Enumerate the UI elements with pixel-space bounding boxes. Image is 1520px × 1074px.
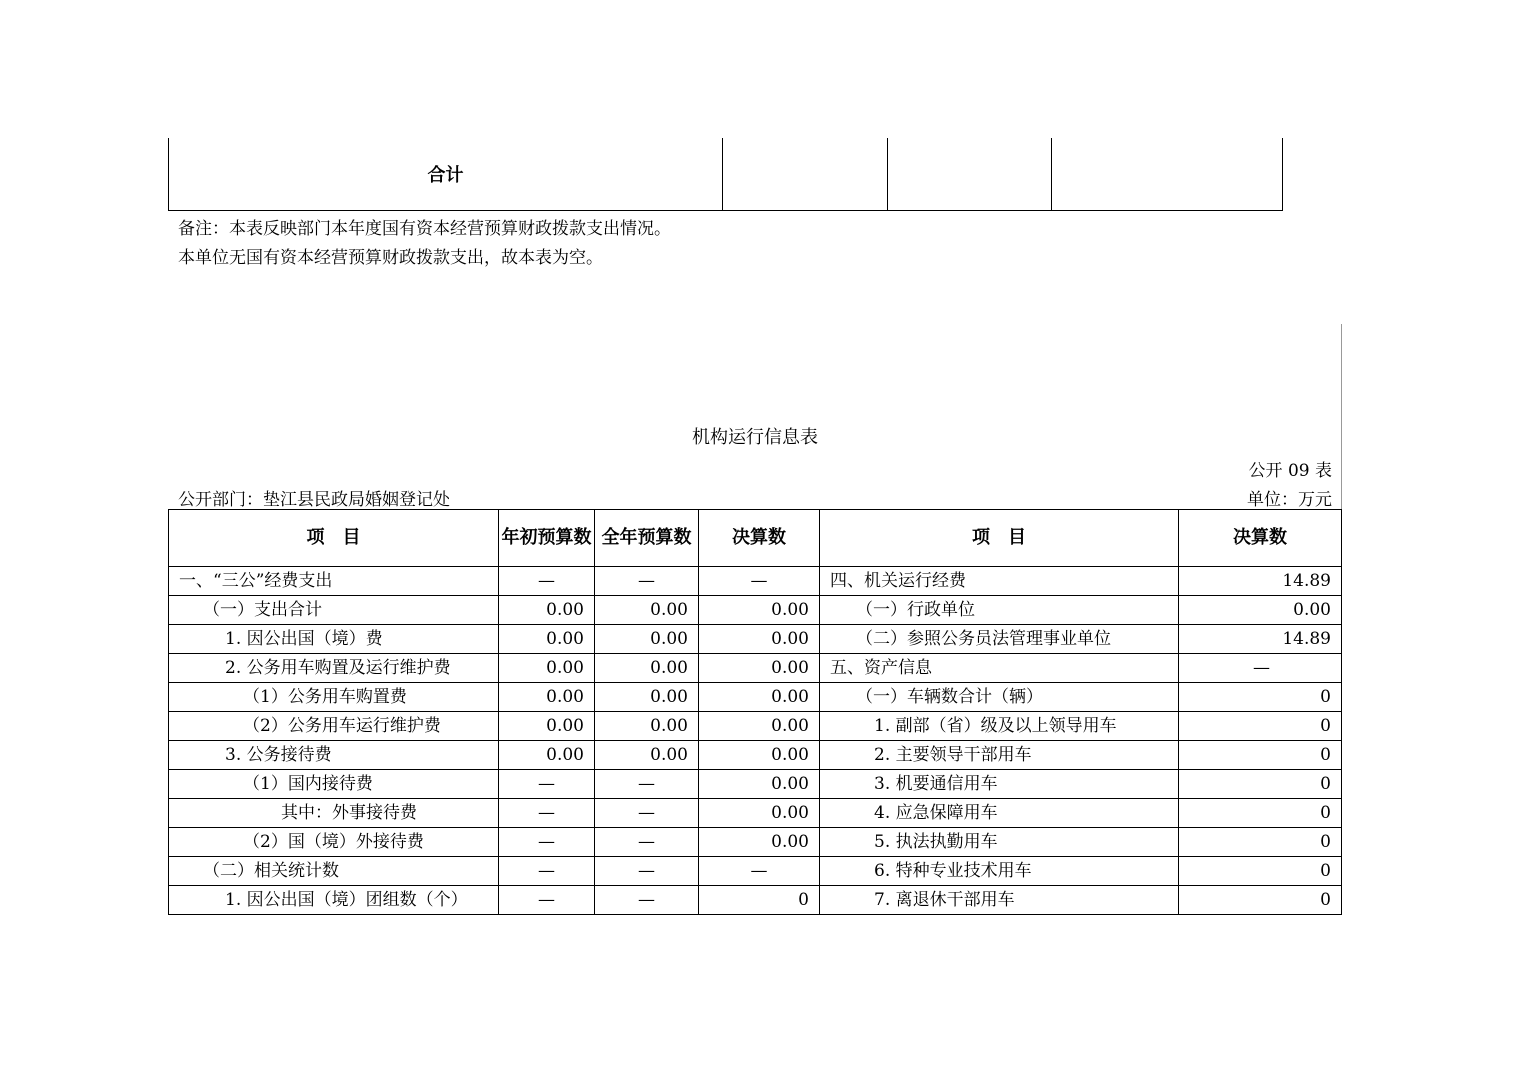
previous-table-fragment <box>168 138 1283 211</box>
item-name: （2）国（境）外接待费 <box>169 828 499 857</box>
table-row <box>169 857 1342 886</box>
budget-full-value: — <box>595 770 699 799</box>
final-value-2: 0 <box>1179 712 1342 741</box>
final-value: 0 <box>699 886 820 915</box>
item-name-2: 3. 机要通信用车 <box>820 770 1179 799</box>
budget-start-value: 0.00 <box>499 596 595 625</box>
item-name-2: 7. 离退休干部用车 <box>820 886 1179 915</box>
final-value-2: 0 <box>1179 828 1342 857</box>
note-line-1: 备注：本表反映部门本年度国有资本经营预算财政拨款支出情况。 <box>178 219 671 239</box>
budget-start-value: — <box>499 828 595 857</box>
item-name-2: 五、资产信息 <box>820 654 1179 683</box>
table-title: 机构运行信息表 <box>692 427 818 448</box>
budget-full-value: — <box>595 567 699 596</box>
final-value-2: 0 <box>1179 683 1342 712</box>
final-value: 0.00 <box>699 741 820 770</box>
header-budget-full: 全年预算数 <box>595 510 699 567</box>
table-row <box>169 596 1342 625</box>
item-name-2: 4. 应急保障用车 <box>820 799 1179 828</box>
final-value: 0.00 <box>699 683 820 712</box>
budget-start-value: — <box>499 567 595 596</box>
budget-start-value: 0.00 <box>499 625 595 654</box>
budget-start-value: 0.00 <box>499 712 595 741</box>
table-row <box>169 886 1342 915</box>
final-value-2: 0.00 <box>1179 596 1342 625</box>
budget-full-value: 0.00 <box>595 741 699 770</box>
table-number: 公开 09 表 <box>1248 461 1332 481</box>
item-name: 1. 因公出国（境）团组数（个） <box>169 886 499 915</box>
budget-full-value: 0.00 <box>595 625 699 654</box>
final-value: 0.00 <box>699 770 820 799</box>
final-value: 0.00 <box>699 654 820 683</box>
table-row <box>169 770 1342 799</box>
final-value: — <box>699 857 820 886</box>
header-item-2: 项 目 <box>820 510 1179 567</box>
final-value-2: 0 <box>1179 741 1342 770</box>
table-row <box>169 654 1342 683</box>
budget-full-value: — <box>595 886 699 915</box>
item-name: 其中：外事接待费 <box>169 799 499 828</box>
item-name: （一）支出合计 <box>169 596 499 625</box>
budget-start-value: — <box>499 799 595 828</box>
operation-info-table <box>168 509 1342 915</box>
final-value-2: — <box>1179 654 1342 683</box>
final-value: 0.00 <box>699 828 820 857</box>
final-value-2: 14.89 <box>1179 625 1342 654</box>
final-value-2: 14.89 <box>1179 567 1342 596</box>
final-value-2: 0 <box>1179 770 1342 799</box>
final-value: 0.00 <box>699 799 820 828</box>
header-final-2: 决算数 <box>1179 510 1342 567</box>
total-label: 合计 <box>169 138 723 211</box>
final-value: 0.00 <box>699 596 820 625</box>
header-item: 项 目 <box>169 510 499 567</box>
item-name: 2. 公务用车购置及运行维护费 <box>169 654 499 683</box>
note-line-2: 本单位无国有资本经营预算财政拨款支出，故本表为空。 <box>178 248 603 268</box>
unit-label: 单位：万元 <box>1247 490 1332 510</box>
final-value-2: 0 <box>1179 799 1342 828</box>
budget-start-value: — <box>499 770 595 799</box>
item-name: （1）国内接待费 <box>169 770 499 799</box>
department-label: 公开部门：垫江县民政局婚姻登记处 <box>178 490 450 510</box>
total-cell <box>888 138 1052 211</box>
item-name-2: （一）车辆数合计（辆） <box>820 683 1179 712</box>
item-name-2: 四、机关运行经费 <box>820 567 1179 596</box>
final-value: 0.00 <box>699 712 820 741</box>
item-name: （2）公务用车运行维护费 <box>169 712 499 741</box>
total-row <box>169 138 1283 211</box>
budget-full-value: — <box>595 857 699 886</box>
table-row <box>169 799 1342 828</box>
page-divider <box>1341 324 1342 510</box>
table-row <box>169 625 1342 654</box>
final-value-2: 0 <box>1179 857 1342 886</box>
total-cell <box>723 138 888 211</box>
budget-start-value: — <box>499 886 595 915</box>
budget-full-value: 0.00 <box>595 596 699 625</box>
budget-full-value: 0.00 <box>595 683 699 712</box>
table-row <box>169 741 1342 770</box>
item-name: 1. 因公出国（境）费 <box>169 625 499 654</box>
table-row <box>169 712 1342 741</box>
budget-start-value: 0.00 <box>499 683 595 712</box>
budget-full-value: — <box>595 799 699 828</box>
budget-full-value: — <box>595 828 699 857</box>
item-name: （1）公务用车购置费 <box>169 683 499 712</box>
item-name-2: 6. 特种专业技术用车 <box>820 857 1179 886</box>
table-row <box>169 828 1342 857</box>
budget-full-value: 0.00 <box>595 654 699 683</box>
item-name-2: （二）参照公务员法管理事业单位 <box>820 625 1179 654</box>
item-name-2: 2. 主要领导干部用车 <box>820 741 1179 770</box>
header-final: 决算数 <box>699 510 820 567</box>
final-value: 0.00 <box>699 625 820 654</box>
item-name: 一、“三公”经费支出 <box>169 567 499 596</box>
item-name-2: 1. 副部（省）级及以上领导用车 <box>820 712 1179 741</box>
budget-full-value: 0.00 <box>595 712 699 741</box>
table-row <box>169 683 1342 712</box>
final-value-2: 0 <box>1179 886 1342 915</box>
header-row <box>169 510 1342 567</box>
budget-start-value: 0.00 <box>499 654 595 683</box>
item-name-2: 5. 执法执勤用车 <box>820 828 1179 857</box>
item-name: （二）相关统计数 <box>169 857 499 886</box>
total-cell <box>1052 138 1283 211</box>
budget-start-value: 0.00 <box>499 741 595 770</box>
final-value: — <box>699 567 820 596</box>
budget-start-value: — <box>499 857 595 886</box>
item-name-2: （一）行政单位 <box>820 596 1179 625</box>
table-row <box>169 567 1342 596</box>
item-name: 3. 公务接待费 <box>169 741 499 770</box>
header-budget-start: 年初预算数 <box>499 510 595 567</box>
